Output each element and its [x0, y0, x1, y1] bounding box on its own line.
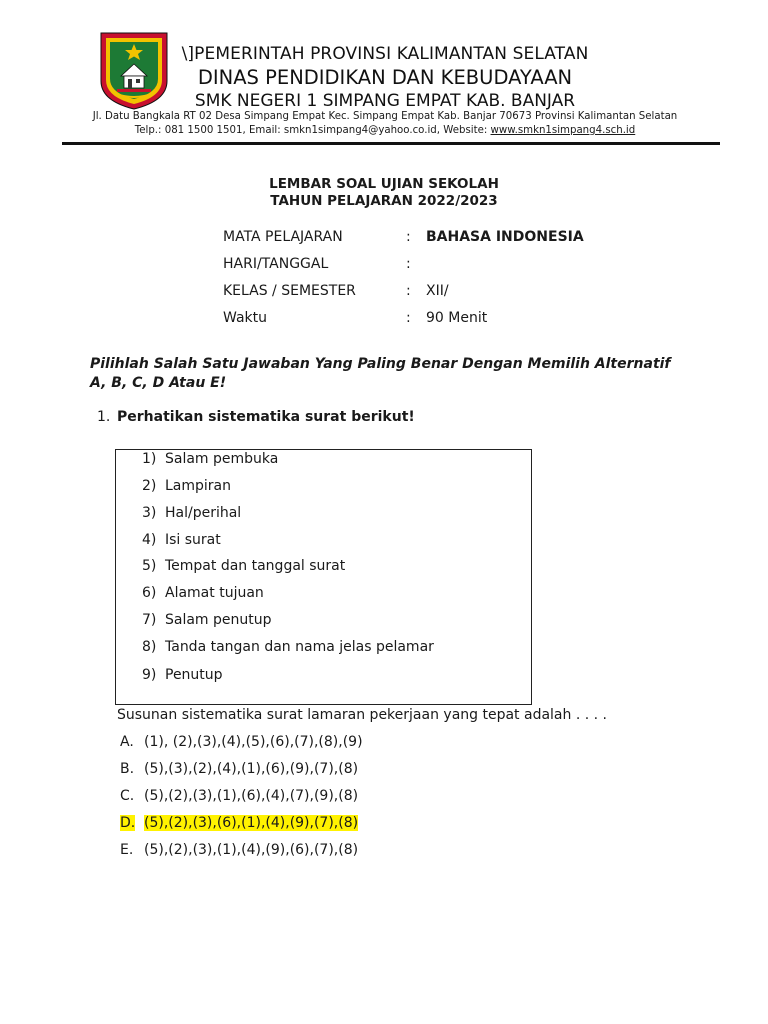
list-item-number: 6)	[142, 585, 157, 601]
list-item: Salam pembuka	[165, 451, 279, 467]
option-a[interactable]: (1), (2),(3),(4),(5),(6),(7),(8),(9)	[144, 734, 363, 750]
list-item: Tempat dan tanggal surat	[165, 558, 346, 574]
document-title: LEMBAR SOAL UJIAN SEKOLAH	[269, 176, 499, 192]
meta-value-subject: BAHASA INDONESIA	[426, 229, 584, 245]
header-government-line: \]PEMERINTAH PROVINSI KALIMANTAN SELATAN	[181, 44, 589, 64]
option-letter-b[interactable]: B.	[120, 761, 135, 777]
list-item: Alamat tujuan	[165, 585, 264, 601]
list-item-number: 3)	[142, 505, 157, 521]
meta-label-date: HARI/TANGGAL	[223, 256, 329, 272]
meta-label-class: KELAS / SEMESTER	[223, 283, 356, 299]
question-text: Perhatikan sistematika surat berikut!	[117, 409, 415, 425]
header-address: Jl. Datu Bangkala RT 02 Desa Simpang Empat Kec. Simpang Empat Kab. Banjar 70673 Provinsi Kalimantan Selatan	[92, 111, 678, 122]
meta-label-time: Waktu	[223, 310, 267, 326]
meta-value-time: 90 Menit	[426, 310, 488, 326]
list-item: Isi surat	[165, 532, 221, 548]
meta-colon: :	[406, 283, 411, 299]
website-link[interactable]: www.smkn1simpang4.sch.id	[490, 125, 636, 136]
list-item: Hal/perihal	[165, 505, 242, 521]
option-letter-a[interactable]: A.	[120, 734, 134, 750]
option-letter-c[interactable]: C.	[120, 788, 135, 804]
document-year: TAHUN PELAJARAN 2022/2023	[270, 193, 498, 209]
header-contact-text: Telp.: 081 1500 1501, Email: smkn1simpang4@yahoo.co.id, Website:	[134, 125, 491, 136]
option-b[interactable]: (5),(3),(2),(4),(1),(6),(9),(7),(8)	[144, 761, 359, 777]
meta-colon: :	[406, 229, 411, 245]
list-item-number: 2)	[142, 478, 157, 494]
option-e[interactable]: (5),(2),(3),(1),(4),(9),(6),(7),(8)	[144, 842, 359, 858]
meta-colon: :	[406, 256, 411, 272]
list-item: Penutup	[165, 667, 223, 683]
option-c[interactable]: (5),(2),(3),(1),(6),(4),(7),(9),(8)	[144, 788, 359, 804]
school-emblem-logo	[99, 31, 169, 111]
list-item: Tanda tangan dan nama jelas pelamar	[165, 639, 434, 655]
list-item-number: 5)	[142, 558, 157, 574]
header-school-name: SMK NEGERI 1 SIMPANG EMPAT KAB. BANJAR	[194, 91, 576, 111]
option-letter-e[interactable]: E.	[120, 842, 134, 858]
list-item-number: 4)	[142, 532, 157, 548]
list-item-number: 9)	[142, 667, 157, 683]
list-item-number: 7)	[142, 612, 157, 628]
meta-colon: :	[406, 310, 411, 326]
list-item: Lampiran	[165, 478, 232, 494]
meta-value-class: XII/	[426, 283, 449, 299]
option-letter-d-highlighted[interactable]: D.	[120, 815, 136, 831]
meta-label-subject: MATA PELAJARAN	[223, 229, 343, 245]
list-item: Salam penutup	[165, 612, 272, 628]
instruction-text: Pilihlah Salah Satu Jawaban Yang Paling Benar Dengan Memilih Alternatif A, B, C, D Atau E!	[90, 356, 671, 391]
header-department-line: DINAS PENDIDIKAN DAN KEBUDAYAAN	[197, 66, 573, 89]
option-d-highlighted[interactable]: (5),(2),(3),(6),(1),(4),(9),(7),(8)	[144, 815, 359, 831]
header-divider	[62, 142, 720, 145]
question-number: 1.	[97, 409, 111, 425]
list-item-number: 8)	[142, 639, 157, 655]
list-item-number: 1)	[142, 451, 157, 467]
question-stem: Susunan sistematika surat lamaran pekerjaan yang tepat adalah . . . .	[117, 707, 607, 723]
header-contact	[60, 125, 710, 136]
